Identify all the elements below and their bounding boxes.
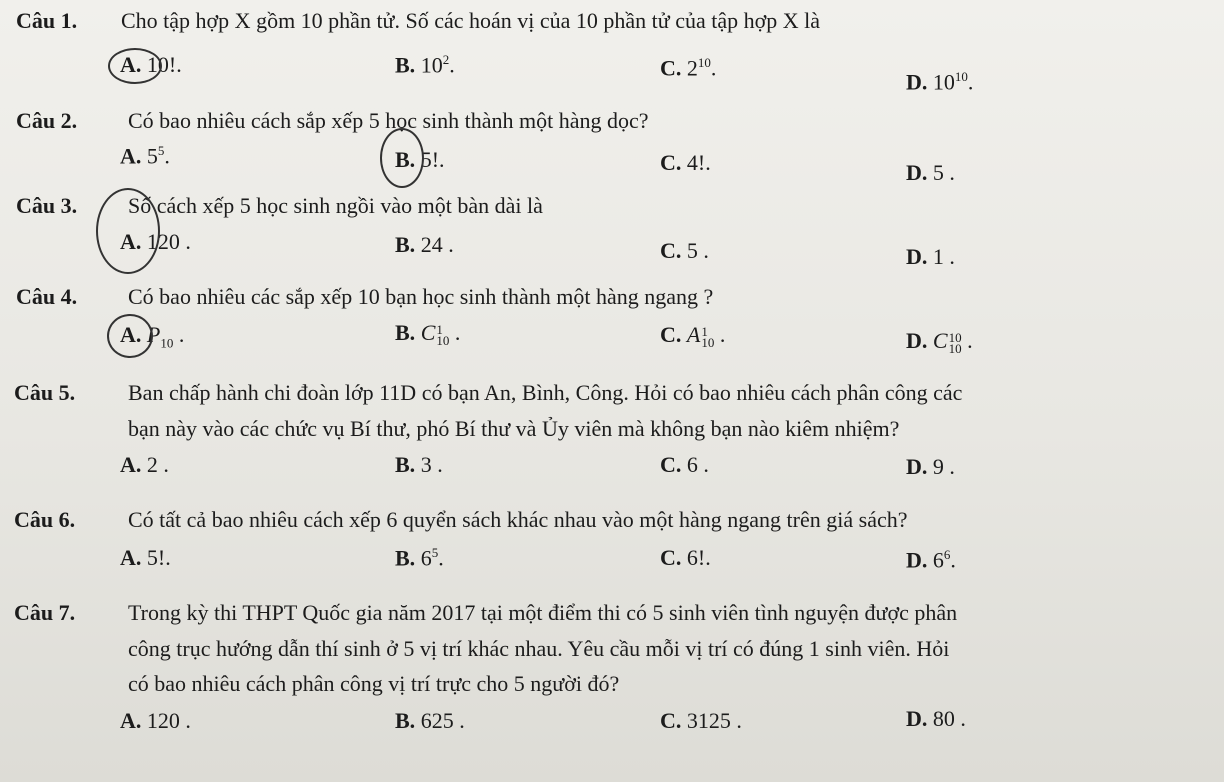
q1-option-a[interactable]: A. 10!. <box>120 52 182 77</box>
q2-option-a[interactable]: A. $5^5$. <box>120 143 170 169</box>
question-7-line-2: công trục hướng dẫn thí sinh ở 5 vị trí khác nhau. Yêu cầu mỗi vị trí có đúng 1 sinh viên. Hỏi <box>128 636 950 661</box>
q4-option-c[interactable]: C. A1 10 . <box>660 322 726 350</box>
q3-option-a[interactable]: A. 120 . <box>120 229 191 254</box>
q5-option-a[interactable]: A. 2 . <box>120 452 169 477</box>
q4-option-a[interactable]: A. $P_{10}$ . <box>120 322 185 351</box>
question-3-label: Câu 3. <box>16 193 78 218</box>
q2-option-d[interactable]: D. 5 . <box>906 160 955 185</box>
question-4-text: Có bao nhiêu các sắp xếp 10 bạn học sinh thành một hàng ngang ? <box>128 284 714 309</box>
q1-option-b[interactable]: B. $10^2$. <box>395 52 455 78</box>
q2-option-c[interactable]: C. 4!. <box>660 150 711 175</box>
q4-option-b[interactable]: B. C1 10 . <box>395 320 461 348</box>
question-7-label: Câu 7. <box>14 600 76 625</box>
q6-option-c[interactable]: C. 6!. <box>660 545 711 570</box>
q3-option-c[interactable]: C. 5 . <box>660 238 709 263</box>
q6-option-b[interactable]: B. $6^5$. <box>395 545 444 571</box>
question-3-text: Số cách xếp 5 học sinh ngồi vào một bàn dài là <box>128 193 543 218</box>
q5-option-d[interactable]: D. 9 . <box>906 454 955 479</box>
question-7-line-3: có bao nhiêu cách phân công vị trí trực cho 5 người đó? <box>128 671 620 696</box>
question-4-label: Câu 4. <box>16 284 78 309</box>
question-2-label: Câu 2. <box>16 108 78 133</box>
q3-option-d[interactable]: D. 1 . <box>906 244 955 269</box>
q7-option-a[interactable]: A. 120 . <box>120 708 191 733</box>
question-1-text: Cho tập hợp X gồm 10 phần tử. Số các hoán vị của 10 phần tử của tập hợp X là <box>121 8 821 33</box>
question-6-text: Có tất cả bao nhiêu cách xếp 6 quyển sách khác nhau vào một hàng ngang trên giá sách? <box>128 507 908 532</box>
q6-option-d[interactable]: D. $6^6$. <box>906 547 956 573</box>
q7-option-c[interactable]: C. 3125 . <box>660 708 742 733</box>
q4-option-d[interactable]: D. C10 10 . <box>906 328 973 356</box>
question-1-label: Câu 1. <box>16 8 78 33</box>
q3-option-b[interactable]: B. 24 . <box>395 232 454 257</box>
q1-option-d[interactable]: D. $10^{10}$. <box>906 69 974 95</box>
question-5-line-1: Ban chấp hành chi đoàn lớp 11D có bạn An, Bình, Công. Hỏi có bao nhiêu cách phân công các <box>128 380 963 405</box>
question-5-label: Câu 5. <box>14 380 76 405</box>
question-7-line-1: Trong kỳ thi THPT Quốc gia năm 2017 tại một điểm thi có 5 sinh viên tình nguyện được phân <box>128 600 958 625</box>
q1-option-c[interactable]: C. $2^{10}$. <box>660 55 717 81</box>
q7-option-b[interactable]: B. 625 . <box>395 708 465 733</box>
q2-option-b[interactable]: B. 5!. <box>395 147 445 172</box>
q5-option-c[interactable]: C. 6 . <box>660 452 709 477</box>
q6-option-a[interactable]: A. 5!. <box>120 545 171 570</box>
q5-option-b[interactable]: B. 3 . <box>395 452 443 477</box>
question-2-text: Có bao nhiêu cách sắp xếp 5 học sinh thành một hàng dọc? <box>128 108 649 133</box>
question-6-label: Câu 6. <box>14 507 76 532</box>
question-5-line-2: bạn này vào các chức vụ Bí thư, phó Bí thư và Ủy viên mà không bạn nào kiêm nhiệm? <box>128 416 900 441</box>
q7-option-d[interactable]: D. 80 . <box>906 706 966 731</box>
